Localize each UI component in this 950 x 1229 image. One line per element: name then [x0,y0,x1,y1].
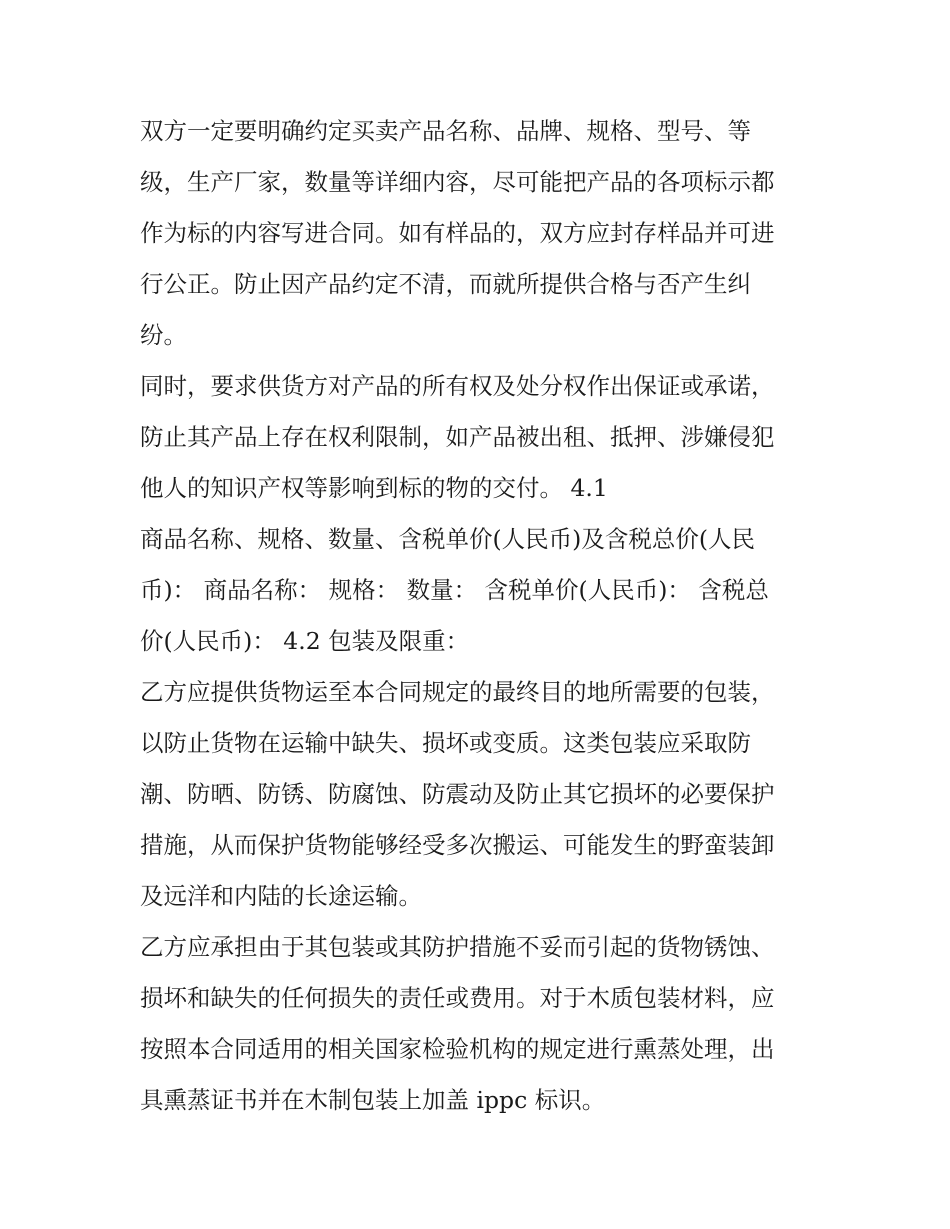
text-line: 以防止货物在运输中缺失、损坏或变质。这类包装应采取防 [140,729,751,757]
text-line: 损坏和缺失的任何损失的责任或费用。对于木质包装材料，应 [140,984,775,1012]
text-line: 行公正。防止因产品约定不清，而就所提供合格与否产生纠 [140,270,751,298]
text-line: 纷。 [140,321,187,349]
text-line: 按照本合同适用的相关国家检验机构的规定进行熏蒸处理，出 [140,1035,775,1063]
text-line: 及远洋和内陆的长途运输。 [140,882,422,910]
text-line: 乙方应提供货物运至本合同规定的最终目的地所需要的包装， [140,678,775,706]
text-line: 防止其产品上存在权利限制，如产品被出租、抵押、涉嫌侵犯 [140,423,775,451]
text-line: 潮、防晒、防锈、防腐蚀、防震动及防止其它损坏的必要保护 [140,780,775,808]
text-line: 同时，要求供货方对产品的所有权及处分权作出保证或承诺， [140,372,775,400]
text-line: 双方一定要明确约定买卖产品名称、品牌、规格、型号、等 [140,117,751,145]
text-line: 价(人民币)： 4.2 包装及限重： [140,627,470,655]
text-line: 商品名称、规格、数量、含税单价(人民币)及含税总价(人民 [140,525,756,553]
text-line: 他人的知识产权等影响到标的物的交付。 4.1 [140,474,608,502]
text-line: 措施，从而保护货物能够经受多次搬运、可能发生的野蛮装卸 [140,831,775,859]
text-line: 作为标的内容写进合同。如有样品的，双方应封存样品并可进 [140,219,775,247]
document-body [140,106,815,1126]
text-line: 级，生产厂家，数量等详细内容，尽可能把产品的各项标示都 [140,168,775,196]
text-line: 具熏蒸证书并在木制包装上加盖 ippc 标识。 [140,1086,606,1114]
text-line: 乙方应承担由于其包装或其防护措施不妥而引起的货物锈蚀、 [140,933,775,961]
text-line: 币)： 商品名称： 规格： 数量： 含税单价(人民币)： 含税总 [140,576,769,604]
